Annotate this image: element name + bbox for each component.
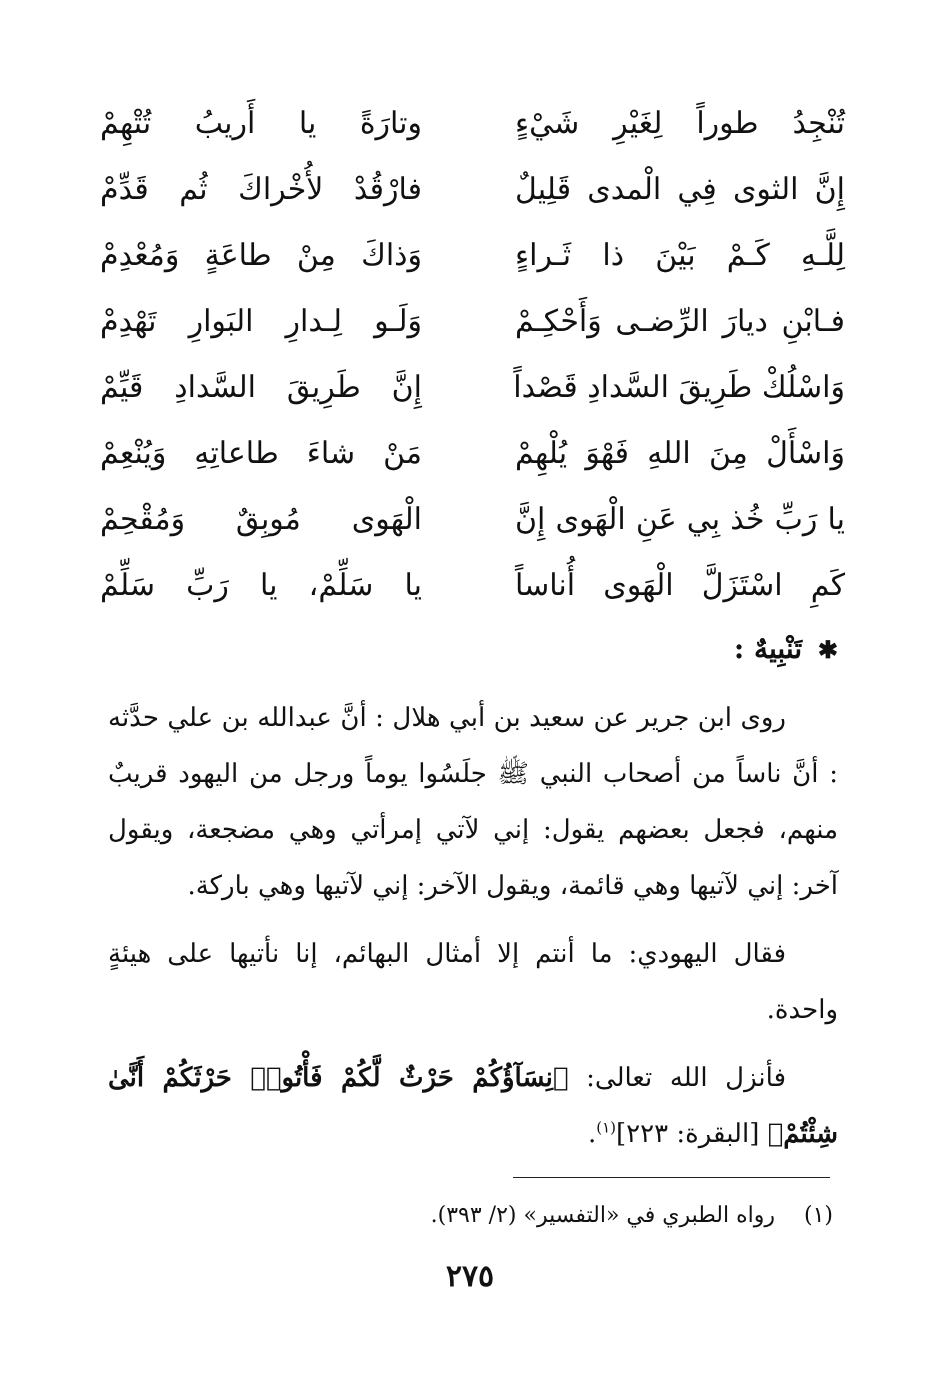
second-hemistich: مَنْ شاءَ طاعاتِهِ وَيُنْعِمْ — [100, 436, 422, 471]
second-hemistich: الْهَوى مُوبِقٌ وَمُقْحِمْ — [100, 502, 422, 537]
footnote-reference: (١) — [596, 1118, 616, 1137]
first-hemistich: وَاسْلُكْ طَرِيقَ السَّدادِ قَصْداً — [513, 370, 845, 405]
paragraph — [108, 1050, 838, 1162]
verse-line — [100, 228, 845, 294]
verse-line — [100, 360, 845, 426]
second-hemistich: وَلَـو لِـدارِ البَوارِ تَهْدِمْ — [100, 304, 422, 339]
paragraph: فقال اليهودي: ما أنتم إلا أمثال البهائم، إنا نأتيها على هيئةٍ واحدة. — [108, 939, 838, 1025]
verse-reference: [البقرة: ٢٢٣] — [616, 1119, 760, 1149]
verse-line — [100, 558, 845, 624]
second-hemistich: يا سَلِّمْ، يا رَبِّ سَلِّمْ — [100, 568, 422, 603]
paragraph: روى ابن جرير عن سعيد بن أبي هلال : أنَّ عبدالله بن علي حدَّثه : أنَّ ناساً من أصحاب النبي ﷺ جلَسُوا يوماً ورجل من اليهود قريبٌ منهم، فجعل بعضهم يقول: إني لآتي إمرأتي وهي مضجعة، ويقول آخر: إني لآتيها وهي قائمة، ويقول الآخر: إني لآتيها وهي باركة. — [108, 703, 838, 901]
second-hemistich: إِنَّ طَرِيقَ السَّدادِ قَيِّمْ — [100, 370, 422, 405]
first-hemistich: وَاسْأَلْ مِنَ اللهِ فَهْوَ يُلْهِمْ — [515, 436, 845, 471]
verse-line — [100, 426, 845, 492]
first-hemistich: كَمِ اسْتَزَلَّ الْهَوى أُناساً — [515, 568, 845, 603]
poem — [100, 96, 845, 624]
footnote-divider — [513, 1177, 830, 1178]
verse-line — [100, 294, 845, 360]
first-hemistich: فـابْنِ ديارَ الرِّضـى وَأَحْكِـمْ — [515, 304, 845, 339]
quran-verse: ﴿نِسَآؤُكُمْ حَرْثٌ لَّكُمْ فَأْتُوا۟ حَرْثَكُمْ أَنَّىٰ شِئْتُمْ﴾ — [108, 1063, 838, 1149]
asterisk-icon: ✱ — [817, 635, 838, 664]
footnote-number: (١) — [803, 1203, 833, 1228]
section-heading — [734, 624, 838, 675]
page-number: ٢٧٥ — [445, 1259, 495, 1294]
second-hemistich: وَذاكَ مِنْ طاعَةٍ وَمُعْدِمْ — [100, 238, 422, 273]
second-hemistich: فارْقُدْ لأُخْراكَ ثُم قَدِّمْ — [100, 172, 422, 207]
first-hemistich: تُنْجِدُ طوراً لِغَيْرِ شَيْءٍ — [515, 106, 845, 141]
first-hemistich: إِنَّ الثوى فِي الْمدى قَلِيلٌ — [515, 172, 845, 207]
first-hemistich: لِلَّـهِ كَـمْ بَيْنَ ذا ثَـراءٍ — [515, 238, 845, 273]
paragraph-end: . — [587, 1119, 597, 1149]
verse-line — [100, 96, 845, 162]
paragraph-text: فأنزل الله تعالى: — [586, 1063, 787, 1093]
footnote — [113, 1196, 833, 1236]
first-hemistich: يا رَبِّ خُذ بِي عَنِ الْهَوى إِنَّ — [515, 502, 845, 537]
footnote-text: رواه الطبري في «التفسير» (٢/ ٣٩٣). — [430, 1203, 775, 1228]
verse-line — [100, 162, 845, 228]
second-hemistich: وتارَةً يا أَريبُ تُتْهِمْ — [100, 106, 422, 141]
body-text — [108, 690, 838, 1162]
heading-text: تَنْبِيهٌ : — [733, 632, 803, 665]
verse-line — [100, 492, 845, 558]
